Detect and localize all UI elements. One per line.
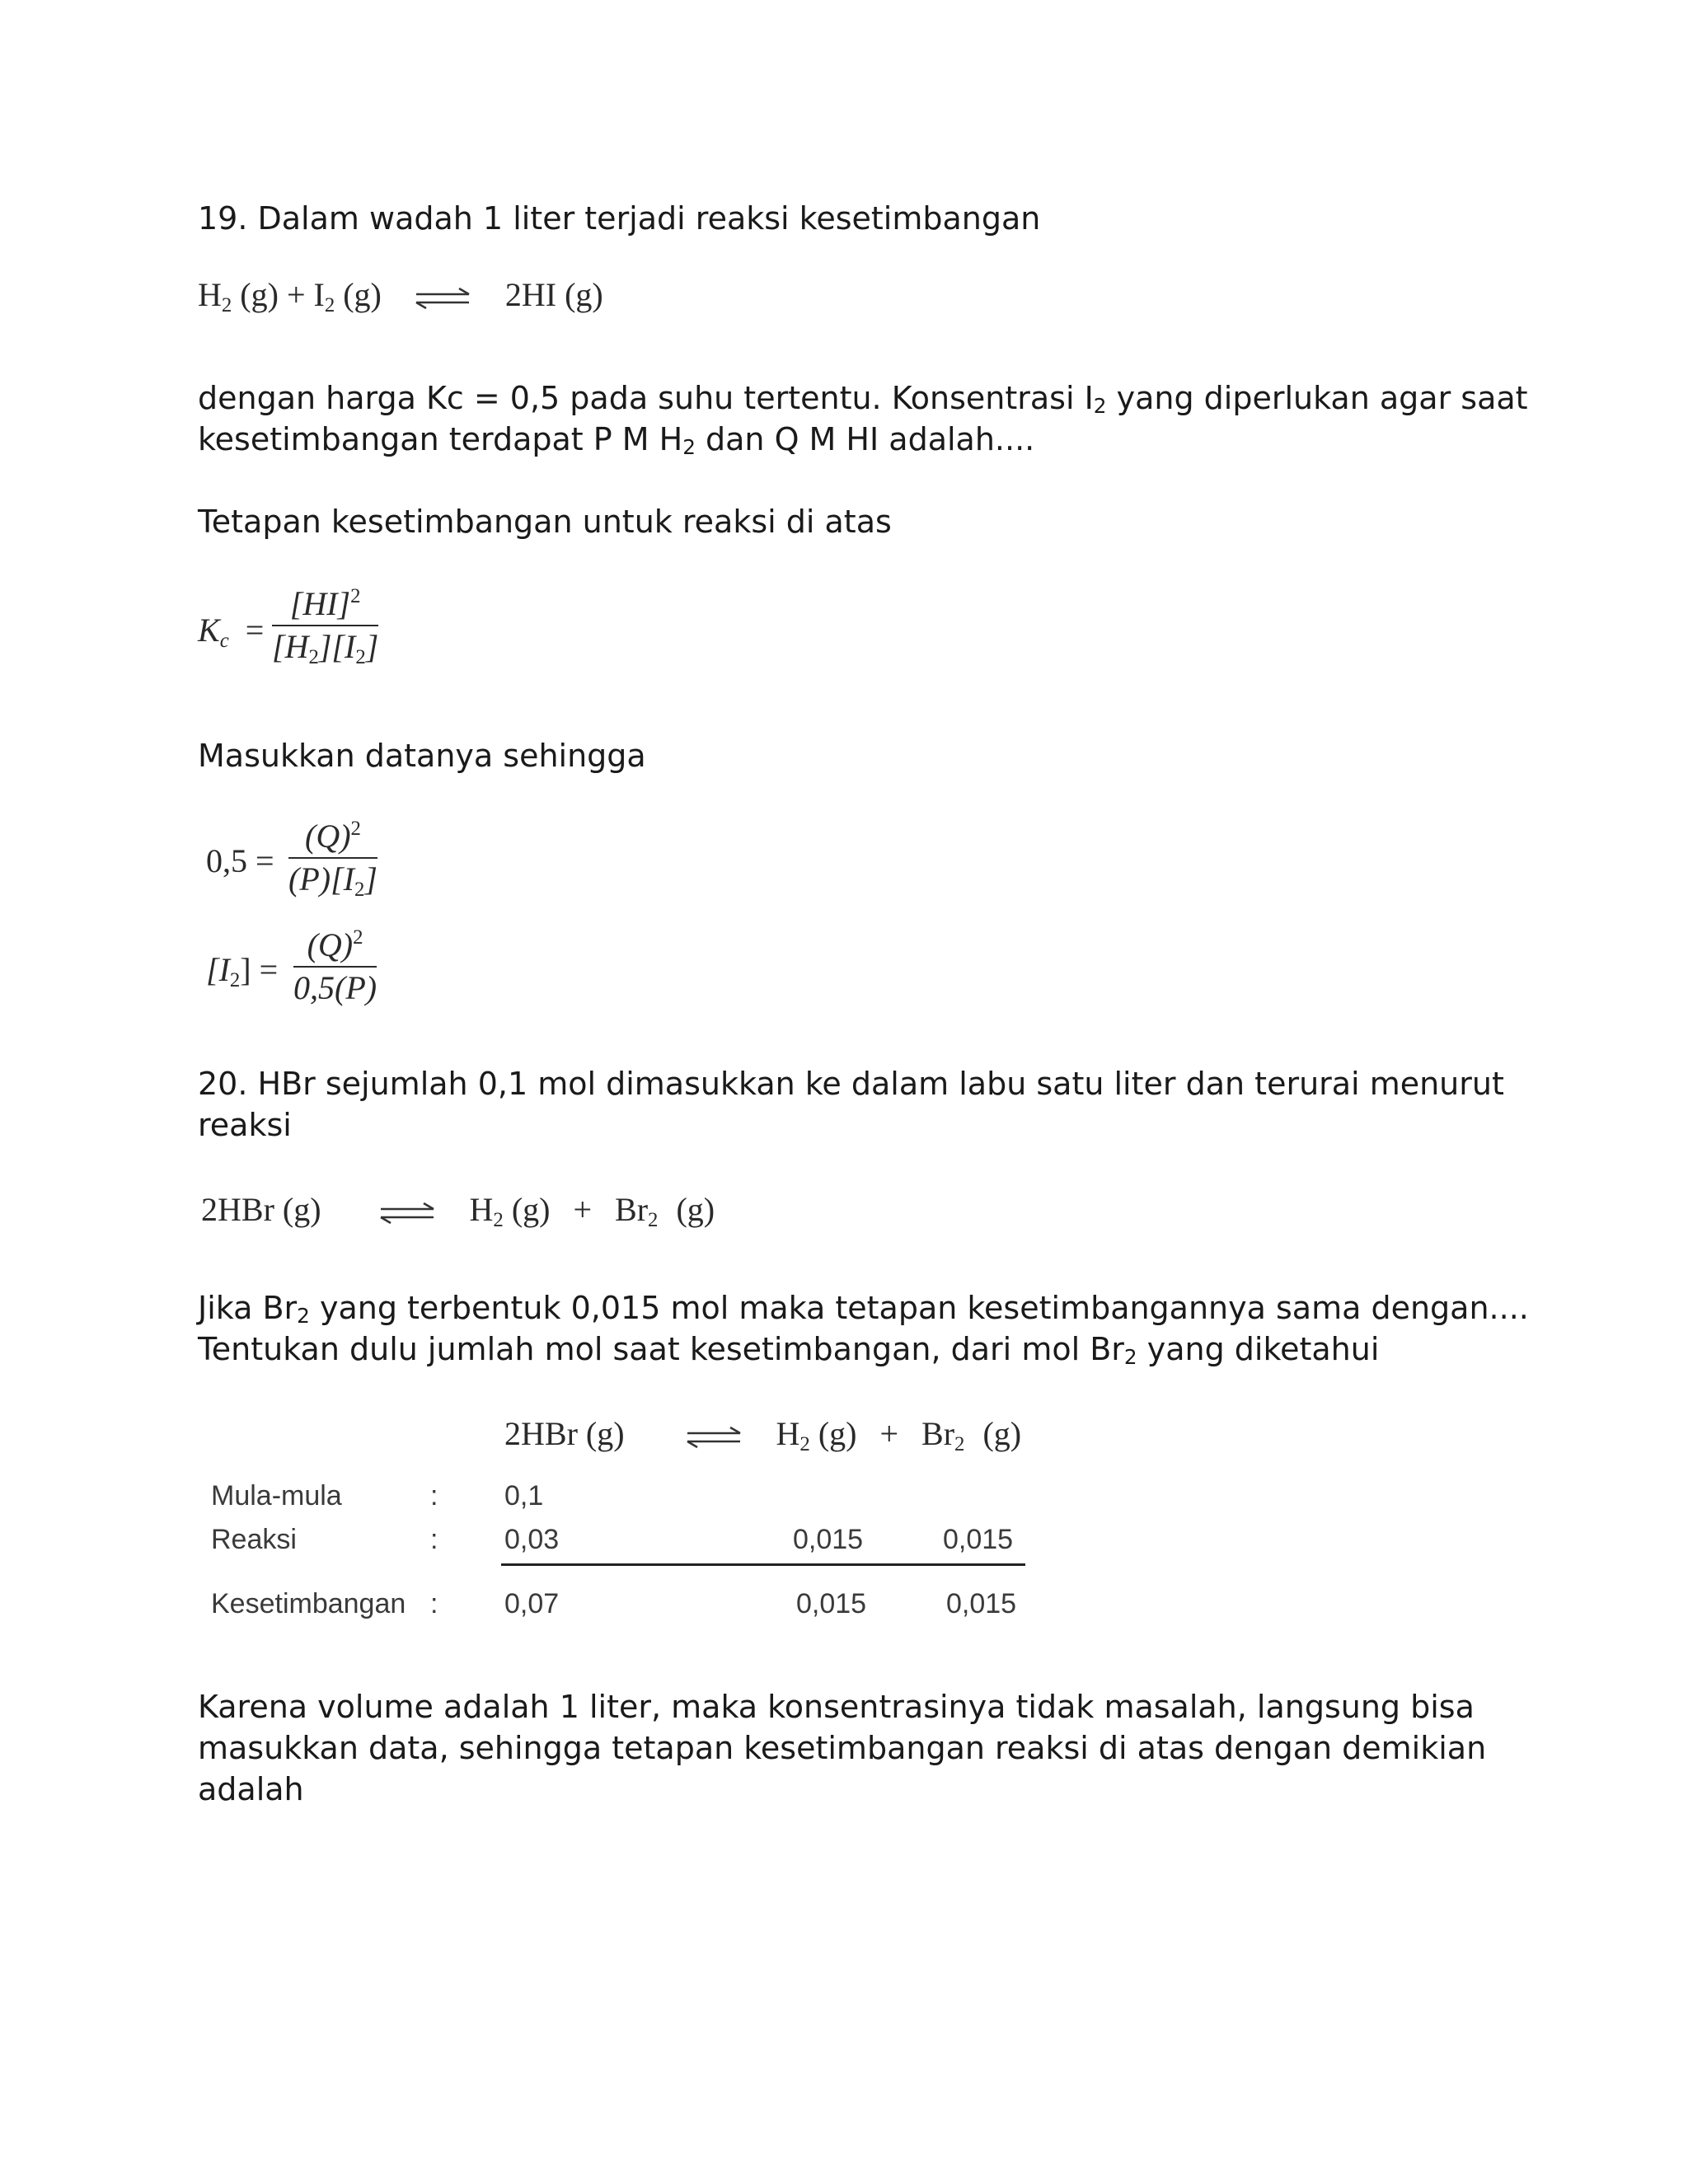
q20-jika-text: Jika Br2 yang terbentuk 0,015 mol maka tetapan kesetimbangannya sama dengan.... [198,1290,1529,1328]
f2-fraction [293,925,377,1009]
equilibrium-arrow-icon [686,1426,743,1449]
q19-text-line1: dengan harga Kc = 0,5 pada suhu tertentu. Konsentrasi I2 yang diperlukan agar saat [198,380,1528,418]
ice-cell-h2: 0,015 [793,1524,864,1555]
ice-cell-h2: 0,015 [796,1588,867,1619]
ice-row-colon: : [430,1588,438,1619]
f2-denominator: 0,5(P) [293,969,377,1006]
ice-row-label: Reaksi [211,1524,297,1555]
ice-cell-br2: 0,015 [946,1588,1017,1619]
q19-masukkan-text: Masukkan datanya sehingga [198,738,646,774]
kc-numerator: [HI]$^2$ [289,585,361,622]
q20-reaction-equation: 2HBr (g) $H_2$ $(g) + Br_2$ (g) [201,1191,715,1231]
ice-cell-br2: 0,015 [943,1524,1014,1555]
ice-table-equation: 2HBr (g) $H_2$ $(g) + Br_2$ (g) [504,1415,1022,1455]
ice-cell-hbr: 0,07 [504,1588,560,1619]
f2-lhs: $[I_2]$ = [206,951,279,991]
ice-cell-hbr: 0,03 [504,1524,560,1555]
kc-lhs: $K_c$ = [198,612,265,652]
ice-row-label: Mula-mula [211,1480,342,1511]
q19-intro: 19. Dalam wadah 1 liter terjadi reaksi kesetimbangan [198,200,1041,237]
q20-text-line2: reaksi [198,1107,292,1143]
q19-tetapan-text: Tetapan kesetimbangan untuk reaksi di atas [198,504,892,540]
ice-row-label: Kesetimbangan [211,1588,406,1619]
ice-row-colon: : [430,1480,438,1511]
f1-fraction [288,816,377,900]
q20-tentukan-text: Tentukan dulu jumlah mol saat kesetimbangan, dari mol Br2 yang diketahui [198,1331,1380,1369]
q20-closing-line2: masukkan data, sehingga tetapan kesetimbangan reaksi di atas dengan demikian [198,1730,1487,1766]
f1-denominator: $(P)[I_2]$ [288,860,377,901]
kc-denominator: $[H_2][I_2]$ [272,628,379,668]
q19-text-line2: kesetimbangan terdapat P M H2 dan Q M HI adalah.... [198,421,1035,459]
ice-table-divider [501,1563,1025,1566]
f1-numerator: $(Q)^2$ [305,818,361,855]
equilibrium-arrow-icon [379,1202,437,1225]
kc-fraction [272,583,378,668]
ice-row-colon: : [430,1524,438,1555]
f1-lhs: 0,5 = [206,842,274,879]
q20-text-line1: 20. HBr sejumlah 0,1 mol dimasukkan ke dalam labu satu liter dan terurai menurut [198,1066,1504,1102]
q20-closing-line1: Karena volume adalah 1 liter, maka konsentrasinya tidak masalah, langsung bisa [198,1689,1475,1725]
ice-cell-hbr: 0,1 [504,1480,544,1511]
q19-reaction-equation: $H_2$ $(g) + I_2$ (g) 2HI (g) [198,276,603,316]
q20-closing-line3: adalah [198,1771,304,1807]
equilibrium-arrow-icon [415,287,472,310]
f2-numerator: $(Q)^2$ [307,926,363,963]
